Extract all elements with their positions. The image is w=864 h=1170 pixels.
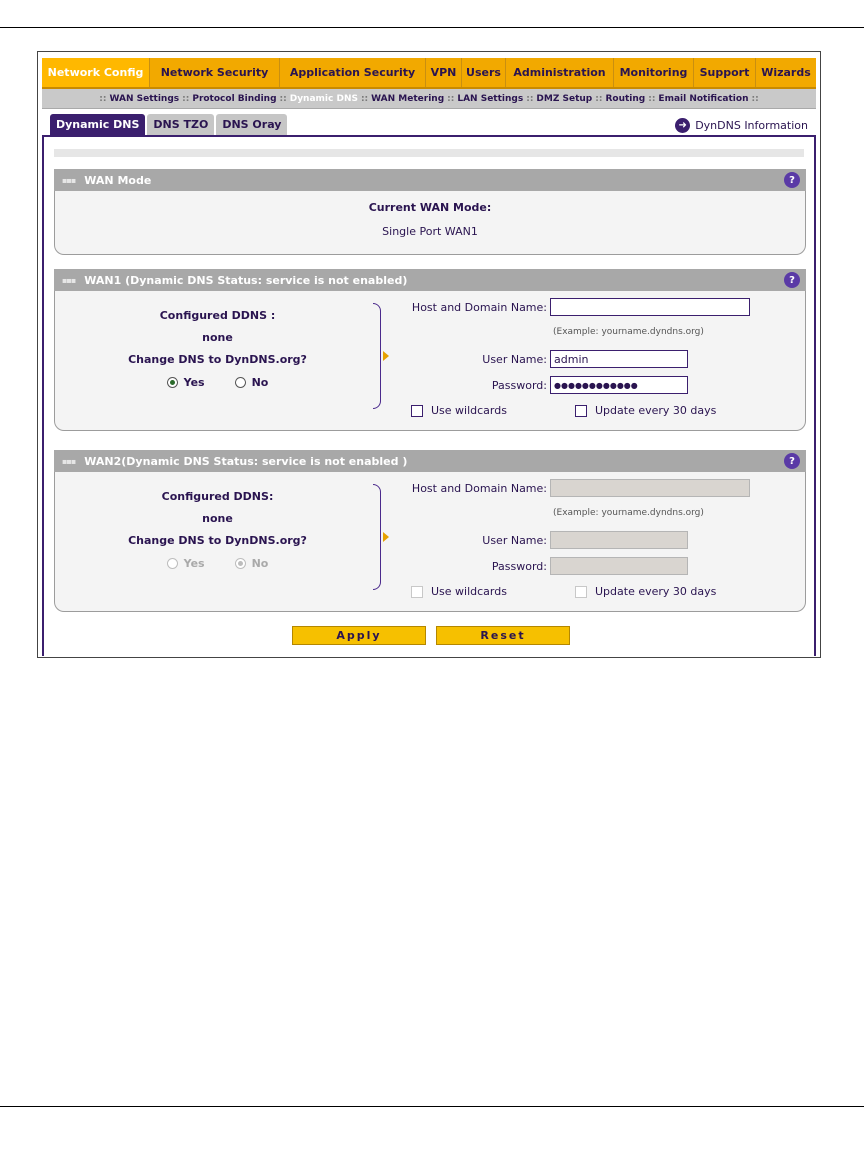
- dyndns-information-link[interactable]: [675, 116, 808, 134]
- section-title: WAN2(Dynamic DNS Status: service is not enabled ): [84, 454, 408, 468]
- update-30-days-checkbox[interactable]: [575, 404, 716, 417]
- username-row: [390, 531, 688, 549]
- wan1-body: [54, 291, 806, 431]
- use-wildcards-label: Use wildcards: [431, 585, 507, 598]
- host-domain-label: Host and Domain Name:: [411, 481, 547, 495]
- options-row: [411, 404, 716, 417]
- subnav-separator: ::: [279, 93, 287, 104]
- topnav-support[interactable]: Support: [694, 58, 756, 87]
- topnav-administration[interactable]: Administration: [506, 58, 614, 87]
- topnav-application-security[interactable]: Application Security: [280, 58, 426, 87]
- topnav-wizards[interactable]: Wizards: [761, 66, 811, 79]
- sub-navigation: [42, 89, 816, 109]
- host-domain-row: [390, 298, 750, 316]
- tab-bar: [50, 114, 289, 135]
- wan1-ddns-info: [55, 305, 380, 393]
- section-header: [54, 169, 806, 191]
- change-dns-label: Change DNS to DynDNS.org?: [128, 353, 307, 366]
- tab-dns-oray[interactable]: DNS Oray: [216, 114, 287, 135]
- change-dns-label: Change DNS to DynDNS.org?: [128, 534, 307, 547]
- subnav-lan-settings[interactable]: LAN Settings: [457, 93, 524, 104]
- wan-mode-body: [54, 191, 806, 255]
- divider-strip: [54, 149, 804, 157]
- section-title: WAN Mode: [84, 173, 152, 187]
- checkbox-box: [575, 586, 587, 598]
- update-30-days-label: Update every 30 days: [595, 585, 717, 598]
- main-content: [42, 135, 816, 656]
- host-domain-input[interactable]: [550, 479, 750, 497]
- topnav-vpn[interactable]: VPN: [426, 58, 462, 87]
- radio-no[interactable]: [235, 376, 269, 389]
- tab-dns-tzo[interactable]: DNS TZO: [147, 114, 214, 135]
- wan1-section: [54, 269, 806, 431]
- configured-ddns-label: Configured DDNS :: [159, 309, 276, 322]
- subnav-separator: ::: [526, 93, 534, 104]
- top-rule: [0, 27, 864, 28]
- subnav-separator: ::: [751, 93, 759, 104]
- wan2-section: [54, 450, 806, 612]
- host-domain-input[interactable]: [550, 298, 750, 316]
- current-wan-mode-value: Single Port WAN1: [382, 225, 478, 238]
- radio-no-label: No: [251, 375, 269, 389]
- grip-icon: ▪▪▪: [62, 175, 76, 185]
- router-admin-window: [37, 51, 821, 658]
- current-wan-mode-label: Current WAN Mode:: [368, 201, 492, 214]
- host-domain-row: [390, 479, 750, 497]
- section-title: WAN1 (Dynamic DNS Status: service is not enabled): [84, 273, 408, 287]
- password-input[interactable]: [550, 557, 688, 575]
- subnav-email-notification[interactable]: Email Notification: [658, 93, 749, 104]
- checkbox-box: [411, 586, 423, 598]
- subnav-separator: ::: [99, 93, 107, 104]
- configured-ddns-value: none: [202, 331, 233, 344]
- configured-ddns-label: Configured DDNS:: [161, 490, 274, 503]
- update-30-days-label: Update every 30 days: [595, 404, 717, 417]
- topnav-network-config[interactable]: Network Config: [42, 58, 150, 87]
- bracket-divider: [373, 303, 381, 409]
- subnav-dynamic-dns[interactable]: Dynamic DNS: [289, 93, 358, 104]
- options-row: [411, 585, 716, 598]
- change-dns-radio-group: [55, 552, 380, 574]
- bracket-divider: [373, 484, 381, 590]
- grip-icon: ▪▪▪: [62, 456, 76, 466]
- arrow-right-icon: ➜: [675, 118, 690, 133]
- use-wildcards-checkbox[interactable]: [411, 404, 575, 417]
- radio-no-label: No: [251, 556, 269, 570]
- subnav-separator: ::: [447, 93, 455, 104]
- radio-selected-icon: [167, 377, 178, 388]
- radio-yes[interactable]: [167, 557, 205, 570]
- subnav-dmz-setup[interactable]: DMZ Setup: [536, 93, 593, 104]
- host-domain-label: Host and Domain Name:: [411, 300, 547, 314]
- password-label: Password:: [491, 559, 547, 573]
- configured-ddns-value: none: [202, 512, 233, 525]
- use-wildcards-label: Use wildcards: [431, 404, 507, 417]
- grip-icon: ▪▪▪: [62, 275, 76, 285]
- section-header: [54, 450, 806, 472]
- subnav-protocol-binding[interactable]: Protocol Binding: [192, 93, 277, 104]
- password-input[interactable]: ●●●●●●●●●●●●: [550, 376, 688, 394]
- radio-unselected-icon: [235, 377, 246, 388]
- password-row: [390, 557, 688, 575]
- help-icon[interactable]: ?: [784, 272, 800, 288]
- password-label: Password:: [491, 378, 547, 392]
- apply-button[interactable]: Apply: [292, 626, 426, 645]
- username-input[interactable]: admin: [550, 350, 688, 368]
- radio-yes[interactable]: [167, 376, 205, 389]
- topnav-users[interactable]: Users: [462, 58, 506, 87]
- section-header: [54, 269, 806, 291]
- subnav-separator: ::: [182, 93, 190, 104]
- subnav-routing[interactable]: Routing: [605, 93, 646, 104]
- radio-yes-label: Yes: [183, 375, 205, 389]
- username-label: User Name:: [482, 533, 547, 547]
- pointer-arrow-icon: [383, 532, 389, 542]
- password-row: [390, 376, 688, 394]
- update-30-days-checkbox[interactable]: [575, 585, 716, 598]
- topnav-network-security[interactable]: Network Security: [150, 58, 280, 87]
- username-row: [390, 350, 688, 368]
- radio-selected-icon: [235, 558, 246, 569]
- topnav-monitoring[interactable]: Monitoring: [614, 58, 694, 87]
- subnav-separator: ::: [360, 93, 369, 104]
- host-example: (Example: yourname.dyndns.org): [553, 508, 704, 518]
- help-icon[interactable]: ?: [784, 172, 800, 188]
- subnav-wan-metering[interactable]: WAN Metering: [371, 93, 445, 104]
- reset-button[interactable]: Reset: [436, 626, 570, 645]
- radio-yes-label: Yes: [183, 556, 205, 570]
- top-navigation: [42, 58, 816, 89]
- tab-dynamic-dns[interactable]: Dynamic DNS: [50, 114, 145, 135]
- radio-unselected-icon: [167, 558, 178, 569]
- subnav-separator: ::: [595, 93, 603, 104]
- username-input[interactable]: [550, 531, 688, 549]
- subnav-wan-settings[interactable]: WAN Settings: [109, 93, 180, 104]
- radio-no[interactable]: [235, 557, 269, 570]
- wan2-ddns-info: [55, 486, 380, 574]
- checkbox-box: [575, 405, 587, 417]
- dyndns-information-label: DynDNS Information: [695, 118, 808, 132]
- change-dns-radio-group: [55, 371, 380, 393]
- host-example: (Example: yourname.dyndns.org): [553, 327, 704, 337]
- use-wildcards-checkbox[interactable]: [411, 585, 575, 598]
- help-icon[interactable]: ?: [784, 453, 800, 469]
- username-label: User Name:: [482, 352, 547, 366]
- wan-mode-section: [54, 169, 806, 255]
- checkbox-box: [411, 405, 423, 417]
- pointer-arrow-icon: [383, 351, 389, 361]
- subnav-separator: ::: [648, 93, 656, 104]
- wan2-body: [54, 472, 806, 612]
- bottom-rule: [0, 1106, 864, 1107]
